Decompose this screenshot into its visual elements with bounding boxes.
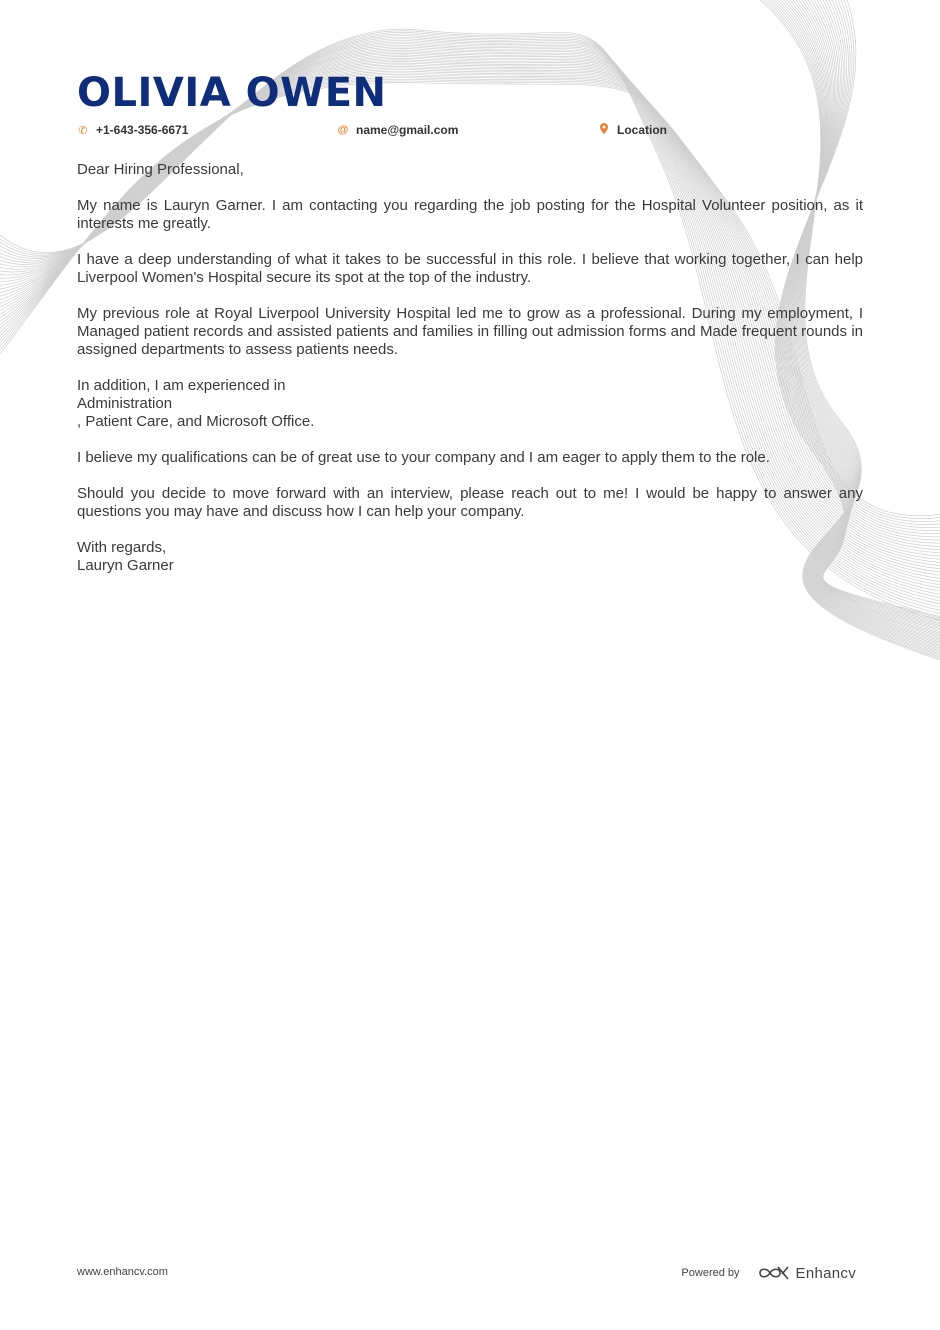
- phone-icon: ✆: [78, 124, 88, 137]
- contact-email: [337, 123, 458, 137]
- sign-off: [77, 539, 863, 575]
- paragraph-intro: My name is Lauryn Garner. I am contacting you regarding the job posting for the Hospital Volunteer position, as it interests me greatly.: [77, 197, 863, 232]
- footer-url[interactable]: www.enhancv.com: [77, 1266, 168, 1278]
- powered-by-label: Powered by: [681, 1267, 740, 1279]
- brand-name: Enhancv: [795, 1264, 856, 1282]
- contact-location: [598, 123, 667, 137]
- paragraph-qualifications: I believe my qualifications can be of great use to your company and I am eager to apply them to the role.: [77, 449, 770, 466]
- candidate-name: OLIVIA OWEN: [77, 70, 387, 116]
- paragraph-interview: Should you decide to move forward with an interview, please reach out to me! I would be happy to answer any questions you may have and discuss how I can help your company.: [77, 485, 863, 520]
- greeting: Dear Hiring Professional,: [77, 161, 244, 178]
- skills-rest: , Patient Care, and Microsoft Office.: [77, 413, 315, 430]
- map-pin-icon: [598, 123, 610, 137]
- footer: [77, 1264, 856, 1284]
- at-icon: @: [337, 124, 349, 136]
- paragraph-experience: My previous role at Royal Liverpool University Hospital led me to grow as a professional. During my employment, I Managed patient records and assisted patients and families in filling out admission forms and Made frequent rounds in assigned departments to assess patients needs.: [77, 305, 863, 358]
- skills-intro: In addition, I am experienced in: [77, 377, 286, 394]
- contact-bar: [77, 123, 863, 139]
- closing: With regards,: [77, 539, 167, 556]
- enhancv-logo-icon: [758, 1264, 790, 1282]
- contact-phone: [77, 123, 188, 137]
- email-address: name@gmail.com: [356, 123, 459, 137]
- letter-body: [77, 161, 863, 593]
- paragraph-understanding: I have a deep understanding of what it takes to be successful in this role. I believe that working together, I can help Liverpool Women's Hospital secure its spot at the top of the industry.: [77, 251, 863, 286]
- signature: Lauryn Garner: [77, 557, 174, 574]
- location-text: Location: [617, 123, 667, 137]
- skills-first: Administration: [77, 395, 173, 412]
- phone-number: +1-643-356-6671: [96, 123, 189, 137]
- powered-by: [681, 1264, 856, 1282]
- paragraph-skills: [77, 377, 863, 431]
